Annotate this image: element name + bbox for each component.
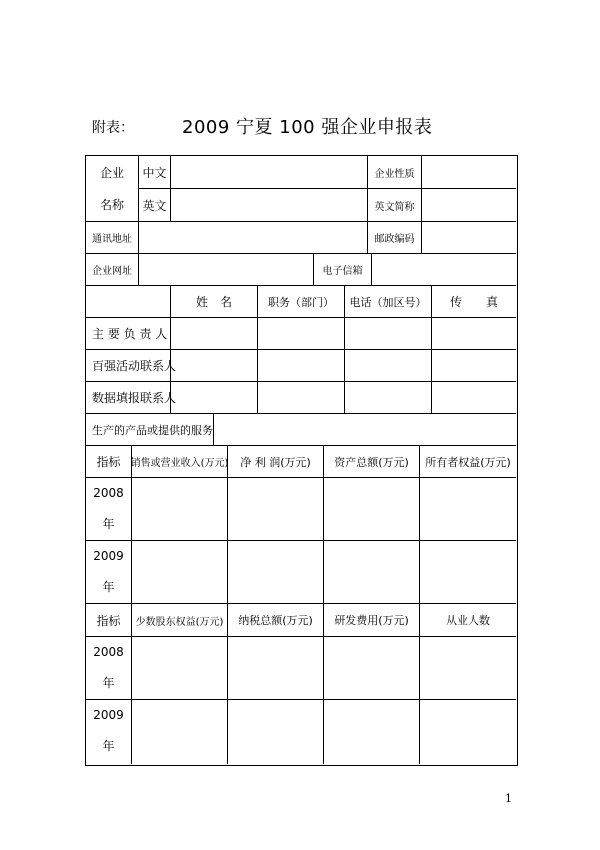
company-nature-label: 企业性质 bbox=[374, 168, 415, 180]
indicator-label: 指标 bbox=[96, 455, 121, 469]
address-label: 通讯地址 bbox=[92, 234, 132, 245]
products-services-label: 生产的产品或提供的服务 bbox=[92, 423, 213, 437]
col-divider bbox=[421, 155, 422, 221]
indicator-employees: 从业人数 bbox=[446, 614, 490, 627]
company-name-label-2: 名称 bbox=[99, 198, 124, 212]
attachment-label: 附表： bbox=[92, 120, 134, 136]
year-2008-suffix: 年 bbox=[102, 516, 115, 531]
indicator-revenue: 销售或营业收入(万元) bbox=[130, 458, 229, 469]
col-divider bbox=[371, 253, 372, 285]
row-divider bbox=[85, 636, 516, 637]
contact-row-principal: 主 要 负 责 人 bbox=[92, 327, 168, 341]
row-divider bbox=[85, 253, 516, 254]
indicator-minority-equity: 少数股东权益(万元) bbox=[135, 616, 224, 628]
contact-header-position: 职务（部门） bbox=[268, 295, 334, 309]
contact-header-fax: 传 真 bbox=[449, 295, 498, 309]
website-label: 企业网址 bbox=[92, 266, 132, 277]
row-divider bbox=[85, 540, 516, 541]
contact-row-data: 数据填报联系人 bbox=[92, 391, 177, 405]
col-divider bbox=[213, 413, 214, 445]
page-number: 1 bbox=[505, 792, 512, 805]
english-abbr-label: 英文简称 bbox=[374, 201, 415, 213]
year-2008-suffix: 年 bbox=[102, 675, 115, 690]
year-2009-number: 2009 bbox=[93, 549, 124, 563]
contact-header-name: 姓 名 bbox=[195, 295, 232, 309]
contact-row-activity: 百强活动联系人 bbox=[92, 359, 177, 373]
page-title: 2009 宁夏 100 强企业申报表 bbox=[182, 117, 433, 138]
postcode-label: 邮政编码 bbox=[374, 234, 415, 245]
row-divider bbox=[85, 221, 516, 222]
indicator-rd-cost: 研发费用(万元) bbox=[334, 614, 409, 627]
english-label: 英文 bbox=[142, 198, 167, 213]
row-divider bbox=[85, 699, 516, 700]
col-divider bbox=[421, 221, 422, 253]
indicator-owner-equity: 所有者权益(万元) bbox=[425, 455, 511, 469]
indicator-label: 指标 bbox=[96, 613, 121, 628]
row-divider bbox=[85, 477, 516, 478]
indicator-net-profit: 净 利 润(万元) bbox=[240, 455, 311, 469]
email-label: 电子信箱 bbox=[322, 266, 363, 277]
col-divider bbox=[138, 221, 139, 285]
chinese-label: 中文 bbox=[142, 165, 167, 180]
year-2009-suffix: 年 bbox=[102, 738, 115, 753]
row-divider bbox=[138, 188, 516, 189]
year-2008-number: 2008 bbox=[93, 645, 124, 659]
indicator-tax-total: 纳税总额(万元) bbox=[238, 614, 313, 627]
col-divider bbox=[170, 155, 171, 221]
year-2009-number: 2009 bbox=[93, 708, 124, 722]
company-name-label-1: 企业 bbox=[99, 165, 124, 180]
indicator-total-assets: 资产总额(万元) bbox=[334, 455, 409, 469]
contact-header-phone: 电话（加区号） bbox=[349, 295, 427, 309]
year-2009-suffix: 年 bbox=[102, 579, 115, 594]
year-2008-number: 2008 bbox=[93, 486, 124, 500]
